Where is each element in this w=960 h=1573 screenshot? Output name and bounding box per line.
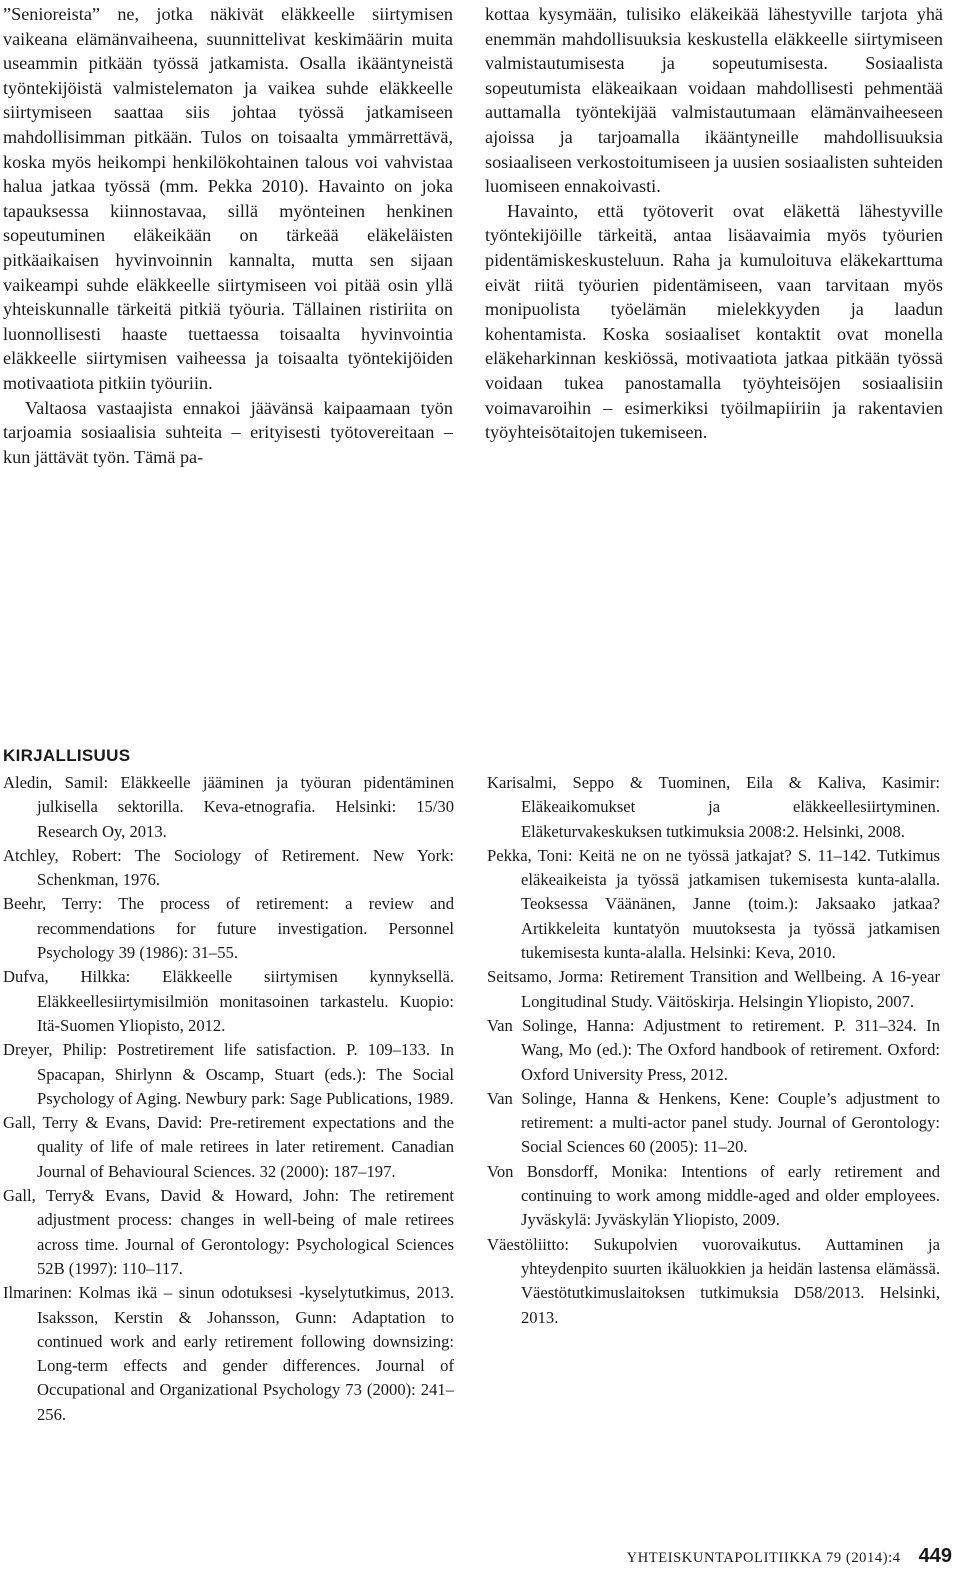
reference-entry: Von Bonsdorff, Monika: Intentions of early retirement and continuing to work among middle-aged and older employees. Jyväskylä: Jyväskylän Yliopisto, 2009. (487, 1161, 940, 1230)
reference-entry: Väestöliitto: Sukupolvien vuorovaikutus. Auttaminen ja yhteydenpito suurten ikäluokkien ja heidän lastensa elämässä. Väestötutkimuslaitoksen tutkimuksia D58/2013. Helsinki, 2013. (487, 1234, 940, 1327)
reference-entry: Dufva, Hilkka: Eläkkeelle siirtymisen kynnyksellä. Eläkkeellesiirtymisilmiön monitasoinen tarkastelu. Kuopio: Itä-Suomen Yliopisto, 2012. (3, 967, 454, 1035)
reference-entry: Gall, Terry & Evans, David: Pre-retirement expectations and the quality of life of male retirees in later retirement. Canadian Journal of Behavioural Sciences. 32 (2000): 187–197. (3, 1113, 454, 1181)
journal-citation: YHTEISKUNTAPOLITIIKKA 79 (2014):4 (626, 1550, 901, 1566)
reference-entry: Dreyer, Philip: Postretirement life satisfaction. P. 109–133. In Spacapan, Shirlynn & Oscamp, Stuart (eds.): The Social Psychology of Aging. Newbury park: Sage Publications, 1989. (3, 1040, 454, 1108)
body-paragraph: kottaa kysymään, tulisiko eläkeikää lähestyville tarjota yhä enemmän mahdollisuuksia keskustella eläkkeelle siirtymiseen valmistautumisesta ja sopeutumisesta. Sosiaalista sopeutumista eläkeaikaan voidaan mahdollisesti pehmentää auttamalla työntekijää valmistautumaan elämänvaiheeseen ajoissa ja tarjoamalla ikääntyneille mahdollisuuksia sosiaaliseen verkostoitumiseen ja uusien sosiaalisten suhteiden luomiseen ennakoivasti. (485, 4, 943, 197)
reference-entry: Pekka, Toni: Keitä ne on ne työssä jatkajat? S. 11–142. Tutkimus eläkeaikeista ja työssä jatkamisen tukemisesta kunta-alalla. Teoksessa Väänänen, Janne (toim.): Jaksaako jatkaa? Artikkeleita kuntatyön muutoksesta ja työssä jatkamisen tukemisesta kunta-alalla. Helsinki: Keva, 2010. (487, 845, 940, 963)
page-footer (627, 1545, 952, 1568)
body-paragraph: ”Senioreista” ne, jotka näkivät eläkkeelle siirtymisen vaikeana elämänvaiheena, suunnittelivat keskimäärin muita useammin pitkään työssä jatkamista. Osalla ikääntyneistä työntekijöistä valmistelematon ja vaikea suhde eläkkeelle siirtymiseen saattaa siis johtaa työssä jatkamiseen mahdollisimman pitkään. Tulos on toisaalta ymmärrettävä, koska myös heikompi henkilökohtainen talous voi vahvistaa halua jatkaa työssä (mm. Pekka 2010). Havainto on joka tapauksessa kiinnostavaa, sillä myönteinen henkinen sopeutuminen eläkeikään on tärkeää eläkeläisten pitkäaikaisen hyvinvoinnin kannalta, mutta sen sijaan vaikeampi suhde eläkkeelle siirtymiseen voi pitää osin yllä yhteiskunnalle tärkeitä pitkiä työuria. Tällainen ristiriita on luonnollisesti haaste tuettaessa toisaalta hyvinvointia eläkkeelle siirtymisen vaiheessa ja toisaalta työntekijöiden motivaatiota pitkiin työuriin. (3, 4, 453, 393)
reference-entry: Karisalmi, Seppo & Tuominen, Eila & Kaliva, Kasimir: Eläkeaikomukset ja eläkkeellesiirtyminen. Eläketurvakeskuksen tutkimuksia 2008:2. Helsinki, 2008. (487, 773, 940, 841)
reference-entry: Ilmarinen: Kolmas ikä – sinun odotuksesi -kyselytutkimus, 2013. Isaksson, Kerstin & Johansson, Gunn: Adaptation to continued work and early retirement following downsizing: Long-term effects and gender differences. Journal of Occupational and Organizational Psychology 73 (2000): 241–256. (3, 1283, 454, 1424)
body-paragraph: Havainto, että työtoverit ovat eläkettä lähestyville työntekijöille tärkeitä, antaa lisäavaimia myös työurien pidentämiskeskusteluun. Raha ja kumuloituva eläkekarttuma eivät riitä työurien pidentämiseen, vaan tarvitaan myös monipuolista työelämän mielekkyyden ja laadun kohentamista. Koska sosiaaliset kontaktit ovat monella eläkeharkinnan keskiössä, motivaatiota jatkaa pitkään työssä voidaan tukea panostamalla työyhteisöjen sosiaalisiin voimavaroihin – esimerkiksi työilmapiiriin ja rakentavien työyhteisötaitojen tukemiseen. (485, 200, 943, 443)
reference-entry: Van Solinge, Hanna: Adjustment to retirement. P. 311–324. In Wang, Mo (ed.): The Oxford handbook of retirement. Oxford: Oxford University Press, 2012. (487, 1015, 940, 1084)
page-number: 449 (918, 1545, 952, 1567)
reference-entry: Beehr, Terry: The process of retirement: a review and recommendations for future investigation. Personnel Psychology 39 (1986): 31–55. (3, 894, 454, 963)
references-column-right (487, 771, 940, 1330)
reference-entry: Aledin, Samil: Eläkkeelle jääminen ja työuran pidentäminen julkisella sektorilla. Keva-etnografia. Helsinki: 15/30 Research Oy, 2013. (3, 773, 454, 841)
reference-entry: Atchley, Robert: The Sociology of Retirement. New York: Schenkman, 1976. (3, 845, 454, 890)
reference-entry: Seitsamo, Jorma: Retirement Transition and Wellbeing. A 16-year Longitudinal Study. Väitöskirja. Helsingin Yliopisto, 2007. (487, 967, 940, 1011)
body-column-right (485, 2, 943, 445)
reference-entry: Gall, Terry& Evans, David & Howard, John: The retirement adjustment process: changes in well-being of male retirees across time. Journal of Gerontology: Psychological Sciences 52B (1997): 110–117. (3, 1186, 454, 1278)
reference-entry: Van Solinge, Hanna & Henkens, Kene: Couple’s adjustment to retirement: a multi-actor panel study. Journal of Gerontology: Social Sciences 60 (2005): 11–20. (487, 1088, 940, 1157)
references-heading: KIRJALLISUUS (3, 746, 131, 765)
references-column-left (3, 771, 454, 1427)
body-column-left (3, 2, 453, 469)
body-paragraph: Valtaosa vastaajista ennakoi jäävänsä kaipaamaan työn tarjoamia sosiaalisia suhteita – erityisesti työtovereitaan – kun jättävät työn. Tämä pa- (3, 397, 453, 467)
